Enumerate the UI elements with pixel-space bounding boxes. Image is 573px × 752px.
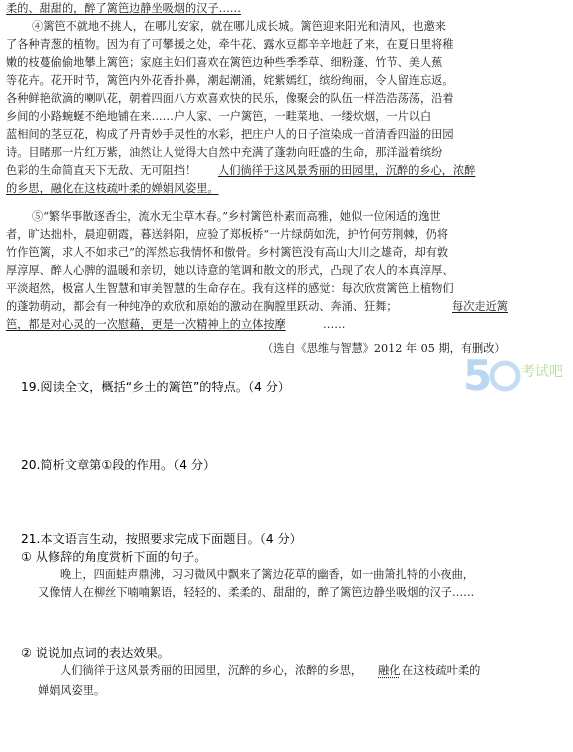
question-21-part-1: ① 从修辞的角度赏析下面的句子。	[21, 550, 207, 564]
q21-part2-rest: 在这枝疏叶柔的	[402, 664, 481, 677]
para5-underlined-a: 每次走近篱	[452, 300, 508, 313]
para5-line: 者，旷达拙朴，晨迎朝霞，暮送斜阳，应验了郑板桥“一片绿荫如洗，护竹何劳荆棘，仍将	[6, 228, 449, 241]
para4-line: 色彩的生命简直天下无敌、无可阻挡！	[6, 164, 197, 177]
q21-part1-sentence: 又像情人在柳丝下喃喃絮语，轻轻的、柔柔的、甜甜的，醉了篱笆边静坐吸烟的汉子……	[38, 586, 475, 599]
para4-line: ④篱笆不就地不挑人，在哪儿安家，就在哪儿成长城。篱笆迎来阳光和清风，也邀来	[32, 20, 446, 33]
q21-part1-sentence: 晚上，四面蛙声鼎沸，习习微风中飘来了篱边花草的幽香，如一曲箫扎特的小夜曲，	[60, 568, 474, 581]
question-21: 21.本文语言生动，按照要求完成下面题目。（4 分）	[21, 532, 302, 546]
q21-part2-sentence: 人们徜徉于这风景秀丽的田园里，沉醉的乡心，浓醉的乡思，	[60, 664, 363, 677]
para4-line: 蓝相间的茎豆花，构成了丹青妙手灵性的水彩，把庄户人的日子渲染成一首清香四溢的田园	[6, 128, 454, 141]
para4-underlined-b: 的乡思，融化在这枝疏叶柔的婵娟风姿里。	[6, 182, 219, 195]
para5-line: 的蓬勃萌动，都会有一种纯净的欢欣和原始的激动在胸膛里跃动、奔涌、狂舞；	[6, 300, 398, 313]
para5-line: 厚淳厚、醉人心脾的温暖和亲切，她以诗意的笔调和散文的形式，凸现了农人的本真淳厚、	[6, 264, 454, 277]
watermark-ring	[492, 363, 518, 389]
q21-part2-sentence: 婵娟风姿里。	[38, 684, 106, 697]
para5-underlined-b: 笆，都是对心灵的一次慰藉，更是一次精神上的立体按摩	[6, 318, 286, 331]
para4-line: 各种鲜艳欲滴的喇叭花，朝着四面八方欢喜欢快的民乐，像聚会的队伍一样浩浩荡荡，沿着	[6, 92, 454, 105]
q21-part2-dotted-word: 融化	[378, 664, 401, 677]
watermark-logo	[453, 340, 573, 400]
passage-top-line: 柔的、甜甜的，醉了篱笆边静坐吸烟的汉子……	[6, 2, 241, 15]
watermark-brand: 考试吧	[521, 364, 563, 380]
para4-line: 诗。目睹那一片红万紫，油然让人觉得大自然中充满了蓬勃向旺盛的生命，那洋溢着缤纷	[6, 146, 443, 159]
para4-line: 乡间的小路蜿蜒不绝地铺在来……户人家、一户篱笆，一畦菜地、一缕炊烟，一片以白	[6, 110, 432, 123]
para4-underlined-a: 人们徜徉于这风景秀丽的田园里，沉醉的乡心，浓醉	[218, 164, 476, 177]
para4-line: 等花卉。花开时节，篱笆内外花香扑鼻，潮起潮涌，姹紫嫣红，缤纷绚丽，令人留连忘返。	[6, 74, 454, 87]
watermark-num: 5	[463, 351, 493, 400]
para5-line: ⑤“繁华事散逐香尘，流水无尘草木春。”乡村篱笆朴素而高雅，她似一位闲适的逸世	[32, 210, 441, 223]
question-21-part-2: ② 说说加点词的表达效果。	[21, 646, 170, 660]
watermark-graphic	[453, 340, 573, 400]
para5-line: 平淡超然，极富人生智慧和审美智慧的生命存在。我有这样的感觉：每次欣赏篱笆上植物们	[6, 282, 454, 295]
question-20: 20.简析文章第①段的作用。（4 分）	[21, 458, 216, 472]
source-citation: （选自《思维与智慧》2012 年 05 期，有删改）	[262, 342, 506, 355]
para5-tail: ……	[323, 318, 346, 331]
para4-line: 嫩的枝蔓偷偷地攀上篱笆；家庭主妇们喜欢在篱笆边种些季季草、细粉蓬、竹节、美人蕉	[6, 56, 443, 69]
question-19: 19.阅读全文，概括“乡土的篱笆”的特点。（4 分）	[21, 380, 291, 394]
para4-line: 了各种青葱的植物。因为有了可攀援之处，牵牛花、露水豆都辛辛地赶了来，在夏日里将稚	[6, 38, 454, 51]
para5-line: 竹作笆篱，求人不如求己”的浑然忘我情怀和傲骨。乡村篱笆没有高山大川之雄奇，却有敦	[6, 246, 449, 259]
